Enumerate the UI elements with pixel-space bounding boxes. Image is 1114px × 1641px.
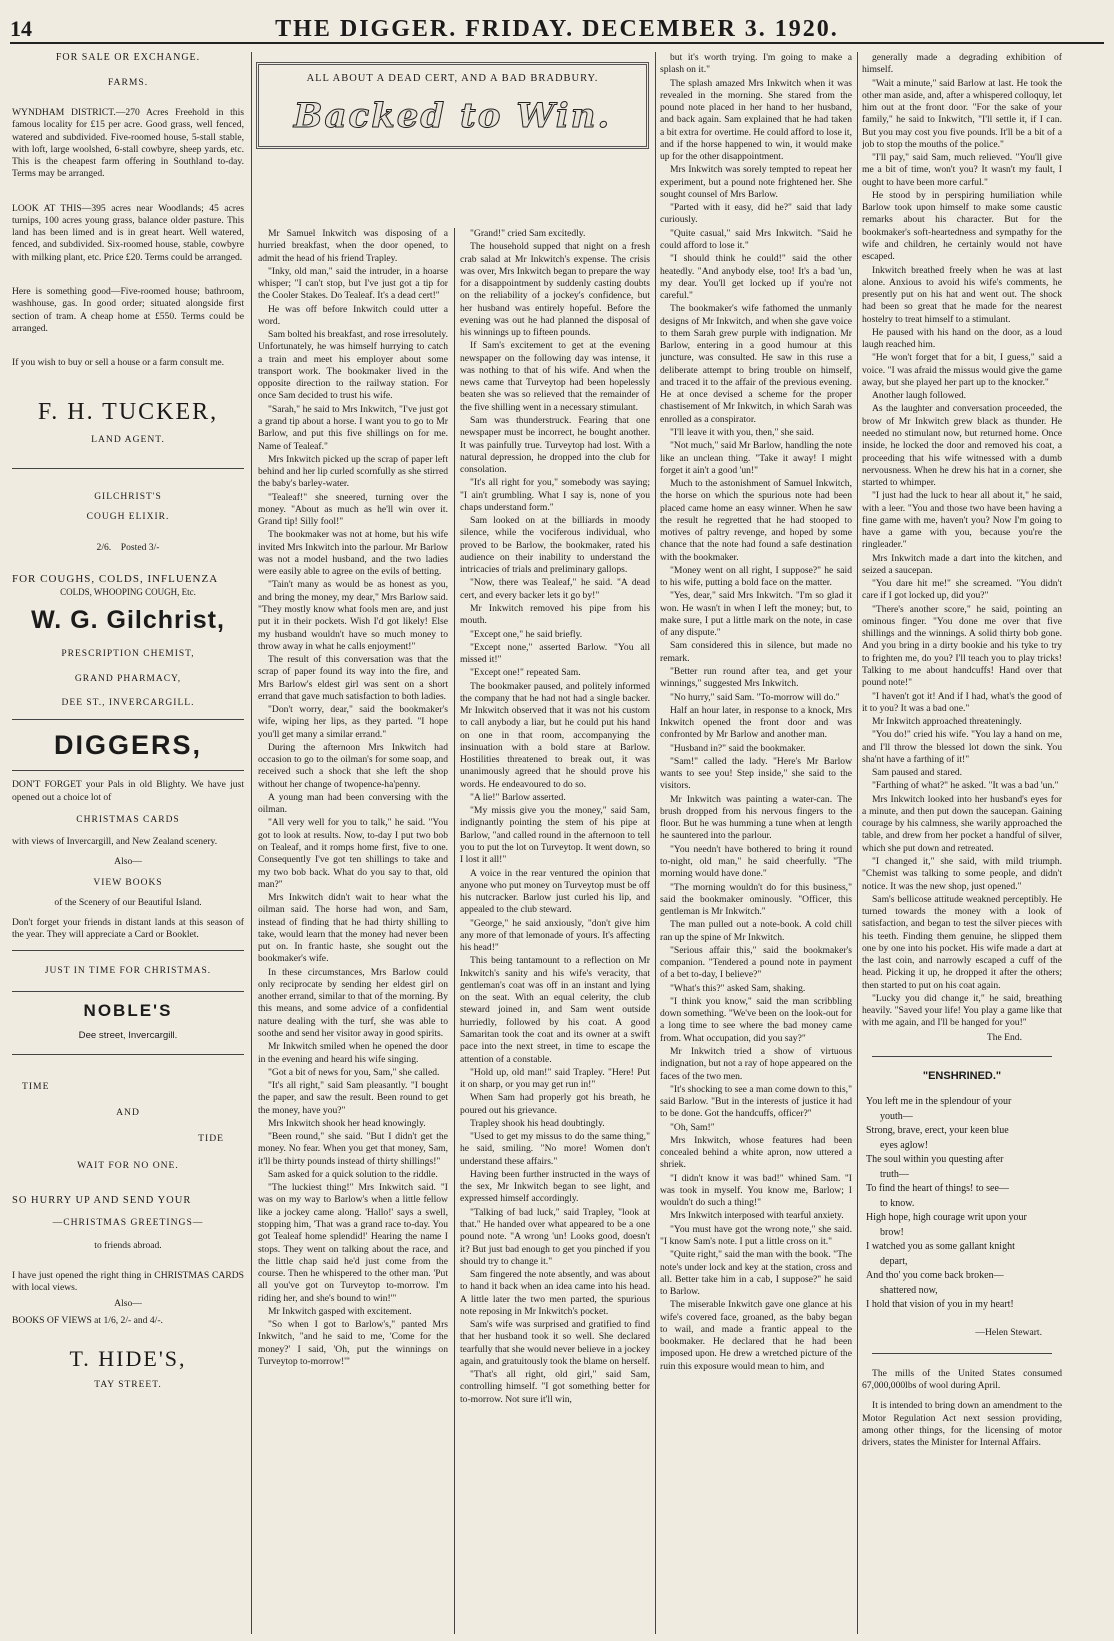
poem-title: "ENSHRINED."	[922, 1069, 1002, 1082]
story-paragraph: He stood by in perspiring humiliation while Barlow took upon himself to make some caustic remarks about his character. But for the bookmaker's soft-heartedness and sympathy for the wife and children, he certainly would not have escaped.	[862, 189, 1062, 263]
hides-greetings: —CHRISTMAS GREETINGS—	[52, 1217, 204, 1229]
story-paragraph: The splash amazed Mrs Inkwitch when it was revealed in the morning. She stared from the pound note placed in her hand to her husband, and back again. Sam explained that he had taken a bit extra for overtime. He could afford to lose it, and if the horse happened to win, it would make up for the other disappointment.	[660, 77, 852, 163]
story-title-box	[256, 62, 649, 149]
story-paragraph: "George," he said anxiously, "don't give him any more of that lemonade of yours. It's affecting his head!"	[460, 917, 650, 954]
poem-line: eyes aglow!	[880, 1139, 929, 1151]
nobles-scenery: of the Scenery of our Beautiful Island.	[54, 896, 202, 908]
story-deck: ALL ABOUT A DEAD CERT, AND A BAD BRADBURY.	[306, 73, 599, 84]
story-paragraph: "What's this?" asked Sam, shaking.	[670, 982, 806, 994]
poem-line: shattered now,	[880, 1284, 938, 1296]
story-paragraph: Mrs Inkwitch didn't wait to hear what the oilman said. The horse had won, and Sam, instead of finding that he had thirty shilling to take, would learn that the money had never been put on. In frantic haste, she sought out the bookmaker's wife.	[258, 892, 448, 965]
nobles-view-books: VIEW BOOKS	[93, 877, 163, 888]
story-paragraph: A young man had been conversing with the oilman.	[258, 791, 448, 816]
story-paragraph: Sam fingered the note absently, and was about to hand it back when an idea came into his head. A little later the two men parted, the spurious note reposing in Mr Inkwitch's pocket.	[460, 1269, 650, 1317]
story-paragraph: If Sam's excitement to get at the evening newspaper on the following day was intense, it was nothing to that of his wife. And when the news came that Turveytop had been hopelessly beaten she was so relieved that the remainder of the five shilling went in a necessary stimulant.	[460, 340, 650, 413]
story-paragraph: "Sam!" called the lady. "Here's Mr Barlow wants to see you! Step inside," she said to the visitors.	[660, 755, 852, 792]
story-paragraph: "Serious affair this," said the bookmaker's companion. "Tendered a pound note in payment of a bet to-day, I believe?"	[660, 944, 852, 981]
story-paragraph: "It's all right for you," somebody was saying; "I ain't grumbling. What I say is, none of you chaps understand form."	[460, 477, 650, 513]
story-paragraph: "Quite casual," said Mrs Inkwitch. "Said he could afford to lose it."	[660, 227, 852, 251]
nobles-views: with views of Invercargill, and New Zealand scenery.	[12, 836, 218, 848]
story-paragraph: The bookmaker's wife fathomed the unmanly designs of Mr Inkwitch, and when she gave voice to them Sarah grew purple with indignation. Mr Barlow, entering in a good humour at this juncture, was consulted. He saw in this ruse a deliberate attempt to bring trouble on himself, and traced it to the affair of the previous evening. He at once devised a scheme for the proper chastisement of Mr Inkwitch, in which Sarah was enrolled as a conspirator.	[660, 303, 852, 425]
hides-tide: TIDE	[198, 1133, 224, 1145]
story-paragraph: "Quite right," said the man with the book. "The note's under lock and key at the station, cross and all. Better take him in a cab, I suppose?" he said to Barlow.	[660, 1249, 852, 1298]
poem-line: depart,	[880, 1255, 908, 1267]
story-paragraph: but it's worth trying. I'm going to make a splash on it."	[660, 52, 852, 76]
story-paragraph: "Lucky you did change it," he said, breathing heavily. "Saved your life! You play a game like that with me again, and I'll be hanged for you!"	[862, 992, 1062, 1029]
story-paragraph: "Don't worry, dear," said the bookmaker's wife, wiping her lips, as they parted. "I hope you'll get many a similar errand."	[258, 704, 448, 740]
story-paragraph: "I changed it," she said, with mild triumph. "Chemist was talking to some people, and didn't notice. It was the new shop, just opened."	[862, 856, 1062, 892]
gilchrist-line1: GILCHRIST'S	[94, 492, 162, 503]
hides-address: TAY STREET.	[94, 1380, 162, 1391]
story-paragraph: "Sarah," he said to Mrs Inkwitch, "I've just got a grand tip about a horse. I want you to go to Mr Barlow, and put this five shillings on for me. Name of Tealeaf."	[258, 403, 448, 452]
gilchrist-line7: DEE ST., INVERCARGILL.	[61, 697, 195, 708]
story-paragraph: Mrs Inkwitch interposed with tearful anxiety.	[670, 1210, 844, 1222]
story-paragraph: "Husband in?" said the bookmaker.	[670, 742, 806, 754]
hides-and: AND	[116, 1107, 140, 1119]
gilchrist-posted-price: Posted 3/-	[120, 541, 160, 553]
story-paragraph: Trapley shook his head doubtingly.	[470, 1117, 605, 1129]
story-paragraph: Mr Inkwitch gasped with excitement.	[268, 1305, 412, 1317]
story-paragraph: Mrs Inkwitch shook her head knowingly.	[268, 1117, 426, 1129]
story-paragraph: "My missis give you the money," said Sam, indignantly pointing the stem of his pipe at Barlow, "and called round in the afternoon to tell you to put the lot on Turveytop. It went down, so I lost it all!"	[460, 805, 650, 866]
hides-wait: WAIT FOR NO ONE.	[77, 1159, 179, 1171]
column-rule	[454, 228, 455, 1634]
poem-line: truth—	[880, 1168, 909, 1180]
newspaper-title: THE DIGGER. FRIDAY. DECEMBER 3. 1920.	[275, 16, 839, 42]
story-paragraph: Mr Inkwitch smiled when he opened the door in the evening and heard his wife singing.	[258, 1041, 448, 1065]
story-paragraph: "All very well for you to talk," he said. "You got to look at results. Now, to-day I put two bob on Tealeaf, and it romps home first, five to one. Consequently I've got ten shillings to take and my two bob back. What do you say to that, old man?"	[258, 817, 448, 890]
story-paragraph: "No hurry," said Sam. "To-morrow will do."	[670, 691, 840, 703]
story-column-4-text	[862, 52, 1062, 1030]
story-paragraph: The miserable Inkwitch gave one glance at his wife's covered face, groaned, as the baby began to wail, and made a frantic appeal to the bookmaker. He declared that he had been imposed upon. He drew a wretched picture of the ruin this exposure would mean to him, and	[660, 1299, 852, 1372]
story-paragraph: "Wait a minute," said Barlow at last. He took the other man aside, and, after a whispered colloquy, let him out at the front door. "For the sake of your family," he said to Inkwitch, "I'll settle it, if I can. But you may cost you five pounds. It'll be a bit of a job to stop the mouths of the police."	[862, 77, 1062, 150]
story-end: The End.	[986, 1031, 1022, 1043]
divider	[12, 468, 244, 469]
divider	[12, 991, 244, 992]
divider	[12, 950, 244, 951]
poem-line: I watched you as some gallant knight	[866, 1241, 1015, 1253]
story-paragraph: Mr Inkwitch approached threateningly.	[872, 716, 1022, 728]
house-listing: Here is something good—Five-roomed house; bathroom, washhouse, gas. In good order; situated alongside first section of tram. A cheap home at £550. Terms could be arranged.	[12, 285, 244, 334]
nobles-ad	[12, 728, 244, 1042]
hides-also: Also—	[114, 1298, 142, 1310]
story-paragraph: "That's all right, old girl," said Sam, controlling himself. "I got something better for to-morrow. Not sure it'll win,	[460, 1369, 650, 1405]
story-paragraph: Sam considered this in silence, but made no remark.	[660, 640, 852, 664]
gilchrist-prices	[12, 542, 244, 554]
story-paragraph: "The luckiest thing!" Mrs Inkwitch said. "I was on my way to Barlow's when a little fellow like a jockey came along. 'Hallo!' says a swell, stopping him, 'That was a grand race to-day. You got Tealeaf home splendid!' Hearing the name I stops. They went on talking about the race, and the little chap said he'd just come from the course. Then he whispered to the other man. 'Put all you've got on Turveytop to-morrow. I'm riding her, and she's bound to win!'"	[258, 1182, 448, 1304]
story-paragraph: "I should think he could!" said the other heatedly. "And anybody else, too! It's a bad 'un, my dear. You'll get locked up if you're not careful."	[660, 253, 852, 302]
story-paragraph: Sam paused and stared.	[872, 767, 963, 779]
ads-column	[12, 52, 244, 1634]
story-column-1	[258, 228, 448, 1634]
hides-hurry: SO HURRY UP AND SEND YOUR	[12, 1194, 192, 1206]
news-note-wool: The mills of the United States consumed 67,000,000lbs of wool during April.	[862, 1367, 1062, 1392]
story-paragraph: "Been round," she said. "But I didn't get the money. No fear. When you get that money, Sam, it'll be thirty pounds instead of thirty shillings!"	[258, 1131, 448, 1167]
poem-line: to know.	[880, 1197, 915, 1209]
gilchrist-line5: PRESCRIPTION CHEMIST,	[61, 649, 195, 660]
story-paragraph: "Inky, old man," said the intruder, in a hoarse whisper; "I can't stop, but I've just got a tip for the Cooler Stakes. Do Tealeaf. It's a dead cert!"	[258, 265, 448, 302]
nobles-friends: Don't forget your friends in distant lands at this season of the year. They will appreciate a Card or Booklet.	[12, 917, 244, 941]
story-paragraph: "You dare hit me!" she screamed. "You didn't care if I got locked up, did you?"	[862, 578, 1062, 602]
nobles-intro: DON'T FORGET your Pals in old Blighty. We have just opened out a choice lot of	[12, 779, 244, 803]
poem-line: brow!	[880, 1226, 904, 1238]
story-paragraph: "Except none," asserted Barlow. "You all missed it!"	[460, 641, 650, 666]
nobles-christmas-cards: CHRISTMAS CARDS	[76, 815, 180, 826]
poem-line: To find the heart of things! to see—	[866, 1183, 1009, 1195]
hides-ad	[12, 1063, 244, 1391]
story-paragraph: "Farthing of what?" he asked. "It was a bad 'un."	[872, 780, 1059, 792]
gilchrist-name: W. G. Gilchrist,	[31, 606, 225, 635]
gilchrist-line6: GRAND PHARMACY,	[74, 673, 182, 684]
story-paragraph: This being tantamount to a reflection on Mr Inkwitch's sanity and his wife's veracity, that gentleman's coat was off in an instant and lying on the seat. With an equal celerity, the club steward joined in, and Sam went outside hurriedly, followed by his coat. A good Samaritan took the coat and its owner at a swift pace into the next street, in time to escape the attention of a constable.	[460, 955, 650, 1065]
news-note-motor: It is intended to bring down an amendment to the Motor Regulation Act next session providing, among other things, for the licensing of motor drivers, states the Minister for Internal Affairs.	[862, 1400, 1062, 1449]
story-paragraph: Mr Inkwitch tried a show of virtuous indignation, but not a ray of hope appeared on the faces of the two men.	[660, 1045, 852, 1082]
story-paragraph: Mrs Inkwitch, whose features had been concealed behind a white apron, now uttered a shriek.	[660, 1134, 852, 1171]
story-paragraph: "Except one," he said briefly.	[470, 628, 583, 640]
story-paragraph: Sam was thunderstruck. Fearing that one newspaper must be incorrect, he bought another. It was painfully true. Turveytop had lost. With a natural depression, he dropped into the club for consolation.	[460, 414, 650, 476]
story-paragraph: "I just had the luck to hear all about it," he said, with a leer. "You and those two have been having a fine game with me, haven't you? Now I'm going to have a game with you, because you're the ringleader."	[862, 490, 1062, 551]
divider	[872, 1353, 1052, 1354]
poem-lines	[862, 1095, 1062, 1313]
story-paragraph: Sam looked on at the billiards in moody silence, while the vociferous individual, who proved to be Barlow, the bookmaker, rated his audience on their inability to understand the intricacies of trials and preliminary gallops.	[460, 515, 650, 576]
poem-line: High hope, high courage writ upon your	[866, 1212, 1027, 1224]
tucker-name: F. H. TUCKER,	[37, 399, 219, 426]
gilchrist-line2: COUGH ELIXIR.	[86, 512, 170, 523]
story-paragraph: Much to the astonishment of Samuel Inkwitch, the horse on which the spurious note had been placed came home an easy winner. When he saw the result he regretted that he had stooped to motives of paltry revenge, and hoped by some chance that the note had found a safe destination with the bookmaker.	[660, 478, 852, 563]
story-paragraph: The household supped that night on a fresh crab salad at Mr Inkwitch's expense. The crisis was over, Mrs Inkwitch began to prepare the way for a disappointment by suddenly casting doubts on the reliability of a jockey's confidence, but her husband was entirely hopeful. Before the evening was out he had planned the disposal of his winnings up to fifteen pounds.	[460, 241, 650, 339]
story-paragraph: Sam asked for a quick solution to the riddle.	[268, 1168, 438, 1180]
story-paragraph: Half an hour later, in response to a knock, Mrs Inkwitch opened the front door and was confronted by Mr Barlow and another man.	[660, 704, 852, 741]
story-paragraph: "Oh, Sam!"	[670, 1121, 715, 1133]
gilchrist-ad	[12, 477, 244, 709]
poem-line: And tho' you come back broken—	[866, 1270, 1004, 1282]
story-paragraph: Mr Samuel Inkwitch was disposing of a hurried breakfast, when the door opened, to admit the head of his friend Trapley.	[258, 228, 448, 264]
story-paragraph: As the laughter and conversation proceeded, the brow of Mr Inkwitch grew black as thunder. He needed no stimulant now, but returned home. Once inside, he locked the door and removed his coat, a proceeding that his wife witnessed with a dumb nervousness. When he drew his hat in a corner, she started to whimper.	[862, 403, 1062, 489]
story-paragraph: "Hold up, old man!" said Trapley. "Here! Put it on sharp, or you may get run in!"	[460, 1066, 650, 1091]
nobles-headline: DIGGERS,	[53, 729, 203, 760]
story-paragraph: "Better run round after tea, and get your winnings," suggested Mrs Inkwitch.	[660, 666, 852, 690]
page-number: 14	[10, 16, 32, 41]
story-paragraph: Sam bolted his breakfast, and rose irresolutely. Unfortunately, he was himself hurrying to catch a train and meet his employer about some transport work. The bookmaker lived in the opposite direction to the railway station. For once Sam decided to trust his wife.	[258, 329, 448, 402]
hides-name: T. HIDE'S,	[69, 1345, 187, 1371]
divider	[872, 1056, 1052, 1057]
poem-line: Strong, brave, erect, your keen blue	[866, 1125, 1009, 1137]
column-rule	[857, 52, 858, 1634]
gilchrist-line3: FOR COUGHS, COLDS, INFLUENZA	[12, 572, 219, 585]
nobles-address: Dee street, Invercargill.	[78, 1029, 178, 1041]
poem-line: The soul within you questing after	[866, 1154, 1004, 1166]
divider	[12, 719, 244, 720]
story-paragraph: In these circumstances, Mrs Barlow could only reciprocate by sending her eldest girl on another errand, similar to that of the morning. By this means, and some advice of a confidential nature dealing with the turf, she was able to soothe and send her visitor away in good spirits.	[258, 966, 448, 1039]
farm-ad	[12, 52, 244, 446]
divider	[12, 1054, 244, 1055]
story-paragraph: "I'll leave it with you, then," she said.	[670, 426, 814, 438]
tucker-role: LAND AGENT.	[91, 434, 165, 446]
story-paragraph: A voice in the rear ventured the opinion that anyone who put money on Turveytop must be off his nutcracker. Barlow just curled his lip, and appealed to the club steward.	[460, 867, 650, 916]
story-paragraph: "He won't forget that for a bit, I guess," said a voice. "I was afraid the missus would give the game away, but she played her part up to the knocker."	[862, 352, 1062, 388]
farm-ad-subheader: FARMS.	[107, 76, 149, 88]
story-paragraph: "Used to get my missus to do the same thing," he said, smiling. "No more! Women don't understand these affairs."	[460, 1131, 650, 1167]
story-paragraph: Having been further instructed in the ways of the sex, Mr Inkwitch began to see light, and expressed himself accordingly.	[460, 1168, 650, 1205]
column-rule	[655, 52, 656, 1634]
masthead	[10, 16, 1104, 44]
story-paragraph: "Except one!" repeated Sam.	[470, 667, 581, 679]
story-title: Backed to Win.	[293, 96, 612, 136]
story-paragraph: The bookmaker paused, and politely informed the company that he had not had a single backer. Mr Inkwitch observed that it was not his custom to call anybody a liar, but he could put his hand on one in that room, accompanying the insinuation with a bold stare at Barlow. Hostilities threatened to break out, it was unanimously agreed that he should prove his words. He endeavoured to do so.	[460, 680, 650, 790]
story-paragraph: "You needn't have bothered to bring it round to-night, old man," he said cheerfully. "The morning would have done."	[660, 843, 852, 880]
story-paragraph: "Talking of bad luck," said Trapley, "look at that." He handed over what appeared to be a one pound note. "A wrong 'un! Looks good, doesn't it? But just bad enough to get you pinched if you should try to change it."	[460, 1206, 650, 1267]
farm-ad-contact: If you wish to buy or sell a house or a farm consult me.	[12, 357, 225, 369]
story-paragraph: "I think you know," said the man scribbling down something. "We've been on the look-out for a long time to see where the bad money came from. What occupation, did you say?"	[660, 995, 852, 1044]
story-paragraph: "Tain't many as would be as honest as you, and bring the money, my dear," Mrs Barlow said. "They mostly know what fools men are, and just put it in their pockets. Wish I'd got likely! Else my husband wouldn't have so much money to throw away in what he calls enjoyment!"	[258, 579, 448, 652]
story-paragraph: Another laugh followed.	[872, 390, 967, 402]
story-column-2	[460, 228, 650, 1634]
story-paragraph: Sam's bellicose attitude weakned perceptibly. He turned towards the money with a look of satisfaction, and began to test the silver pieces with his teeth. Finding them genuine, he slipped them one by one into his pocket. His wife made a dart at the last coin, and narrowly escaped a cuff of the head. Picking it up, he dropped it after the others; then started to put on his coat again.	[862, 893, 1062, 991]
gilchrist-price: 2/6.	[96, 541, 112, 553]
story-paragraph: "There's another score," he said, pointing an ominous finger. "You done me over that five shillings and the winnings. A solid thirty bob gone. And you bring in a dirty bookie and his tyke to try to frighten me, do you? I'll teach you to play tricks! Talking to me about handcuffs! Hand over that pound note!"	[862, 603, 1062, 689]
poem-line: You left me in the splendour of your	[866, 1096, 1012, 1108]
poem-line: I hold that vision of you in my heart!	[866, 1299, 1014, 1311]
story-paragraph: "Money went on all right, I suppose?" he said to his wife, putting a bold face on the matter.	[660, 564, 852, 589]
farm-listing-wyndham: WYNDHAM DISTRICT.—270 Acres Freehold in this famous locality for £15 per acre. Good grass, well fenced, watered and subdivided. Five-roomed house, 5-stall stable, with loft, large woolshed, 6-stall cowbyre, sheep yards, etc. This is the cheapest farm offering in Southland to-day. Terms may be arranged.	[12, 107, 244, 180]
story-paragraph: "Not much," said Mr Barlow, handling the note like an unclean thing. "Take it away! I might forget it ain't a good 'un!"	[660, 440, 852, 476]
nobles-just-in-time: JUST IN TIME FOR CHRISTMAS.	[44, 965, 212, 976]
story-paragraph: Mr Inkwitch was painting a water-can. The brush dropped from his nervous fingers to the floor. But he was humming a tune when at length he sauntered into the parlour.	[660, 793, 852, 842]
story-paragraph: "It's all right," said Sam pleasantly. "I bought the paper, and saw the result. Been round to get the money, have you?"	[258, 1080, 448, 1116]
story-paragraph: Mr Inkwitch removed his pipe from his mouth.	[460, 602, 650, 627]
column-rule	[251, 52, 252, 1634]
story-paragraph: "I haven't got it! And if I had, what's the good of it to you? It was a bad one."	[862, 690, 1062, 714]
story-paragraph: Mrs Inkwitch was sorely tempted to repeat her experiment, but a pound note frightened her. She sought counsel of Mrs Barlow.	[660, 164, 852, 200]
story-paragraph: "Now, there was Tealeaf," he said. "A dead cert, and every backer lets it go by!"	[460, 577, 650, 601]
gilchrist-line4: COLDS, WHOOPING COUGH, Etc.	[60, 586, 196, 597]
story-paragraph: Mrs Inkwitch picked up the scrap of paper left behind and her lip curled scornfully as she stirred the baby's barley-water.	[258, 453, 448, 490]
poem-line: youth—	[880, 1110, 913, 1122]
story-column-3	[660, 52, 852, 1634]
story-paragraph: Sam's wife was surprised and gratified to find that her husband took it so well. She declared tearfully that she would never believe in a jockey again, and gratuitously took the blame on herself.	[460, 1319, 650, 1367]
hides-time: TIME	[22, 1080, 50, 1092]
poem	[862, 1069, 1062, 1339]
poem-author: —Helen Stewart.	[975, 1326, 1042, 1338]
story-paragraph: "I didn't know it was bad!" whined Sam. "I was took in myself. You know me, Barlow; I wouldn't do such a thing!"	[660, 1172, 852, 1209]
farm-listing-woodlands: LOOK AT THIS—395 acres near Woodlands; 45 acres turnips, 100 acres young grass, balance older pasture. This land has been limed and is in great heart. Well watered, fenced, and subdivided. Six-roomed house, stable, cowbyre with milking plant, etc. Price £20. Terms could be arranged.	[12, 202, 244, 263]
story-paragraph: During the afternoon Mrs Inkwitch had occasion to go to the oilman's for some soap, and received such a shock that she left the shop without her change of twopence-ha'penny.	[258, 741, 448, 790]
story-paragraph: generally made a degrading exhibition of himself.	[862, 52, 1062, 76]
farm-ad-header: FOR SALE OR EXCHANGE.	[55, 52, 201, 63]
divider	[12, 770, 244, 771]
story-paragraph: "You must have got the wrong note," she said. "I know Sam's note. I put a little cross on it."	[660, 1223, 852, 1247]
story-column-4	[862, 52, 1062, 1634]
hides-opened: I have just opened the right thing in CHRISTMAS CARDS with local views.	[12, 1269, 244, 1294]
story-paragraph: "A lie!" Barlow asserted.	[470, 791, 566, 803]
hides-books: BOOKS OF VIEWS at 1/6, 2/- and 4/-.	[12, 1314, 163, 1326]
story-paragraph: "It's shocking to see a man come down to this," said Barlow. "But in the interests of justice it had to be done. Got the handcuffs, officer?"	[660, 1083, 852, 1120]
story-paragraph: He paused with his hand on the door, as a loud laugh reached him.	[862, 326, 1062, 351]
story-paragraph: The result of this conversation was that the scrap of paper found its way into the fire, and Mrs Barlow's eldest girl was sent on a short errand that gave much satisfaction to both ladies.	[258, 654, 448, 702]
story-paragraph: "Tealeaf!" she sneered, turning over the money. "About as much as he'll win over it. Grand tip! Silly fool!"	[258, 491, 448, 528]
nobles-name: NOBLE'S	[83, 1000, 173, 1020]
story-paragraph: He was off before Inkwitch could utter a word.	[258, 303, 448, 327]
story-paragraph: The bookmaker was not at home, but his wife invited Mrs Inkwitch into the parlour. Mr Barlow was not a model husband, and the two ladies were easily able to agree on the evils of betting.	[258, 529, 448, 578]
hides-abroad: to friends abroad.	[94, 1239, 162, 1251]
story-paragraph: The man pulled out a note-book. A cold chill ran up the spine of Mr Inkwitch.	[660, 919, 852, 943]
story-header	[256, 60, 649, 159]
story-paragraph: "Got a bit of news for you, Sam," she called.	[268, 1066, 440, 1078]
story-paragraph: Mrs Inkwitch looked into her husband's eyes for a minute, and then put down the saucepan. Gaining courage by his calmness, she warily approached the table, and drew from her pocket a handful of silver, which she put down and retreated.	[862, 793, 1062, 854]
story-paragraph: When Sam had properly got his breath, he poured out his grievance.	[460, 1092, 650, 1116]
story-paragraph: "Yes, dear," said Mrs Inkwitch. "I'm so glad it won. He wasn't in when I left the money; but, to make sure, I put a little mark on the note, in case of any dispute."	[660, 590, 852, 639]
story-paragraph: "You do!" cried his wife. "You lay a hand on me, and I'll throw the blessed lot down the sink. You sha'nt have a farthing of it!"	[862, 729, 1062, 765]
story-paragraph: "I'll pay," said Sam, much relieved. "You'll give me a bit of time, won't you? It wasn't my fault, I ought to have been more carful."	[862, 152, 1062, 188]
story-paragraph: Inkwitch breathed freely when he was at last alone. Anxious to avoid his wife's comments, he presently put on his hat and went out. The shock had been so great that he made for the nearest hostelry to treat himself to a stimulant.	[862, 264, 1062, 325]
story-paragraph: "Parted with it easy, did he?" said that lady curiously.	[660, 202, 852, 226]
story-paragraph: "Grand!" cried Sam excitedly.	[470, 228, 586, 239]
story-paragraph: Mrs Inkwitch made a dart into the kitchen, and seized a saucepan.	[862, 552, 1062, 576]
story-paragraph: "So when I got to Barlow's," panted Mrs Inkwitch, "and he said to me, 'Come for the money?' I said, 'Oh, put the winnings on Turveytop to-morrow!'"	[258, 1319, 448, 1367]
story-paragraph: "The morning wouldn't do for this business," said the bookmaker ominously. "Officer, this gentleman is Mr Inkwitch."	[660, 881, 852, 918]
nobles-also: Also—	[114, 856, 142, 868]
